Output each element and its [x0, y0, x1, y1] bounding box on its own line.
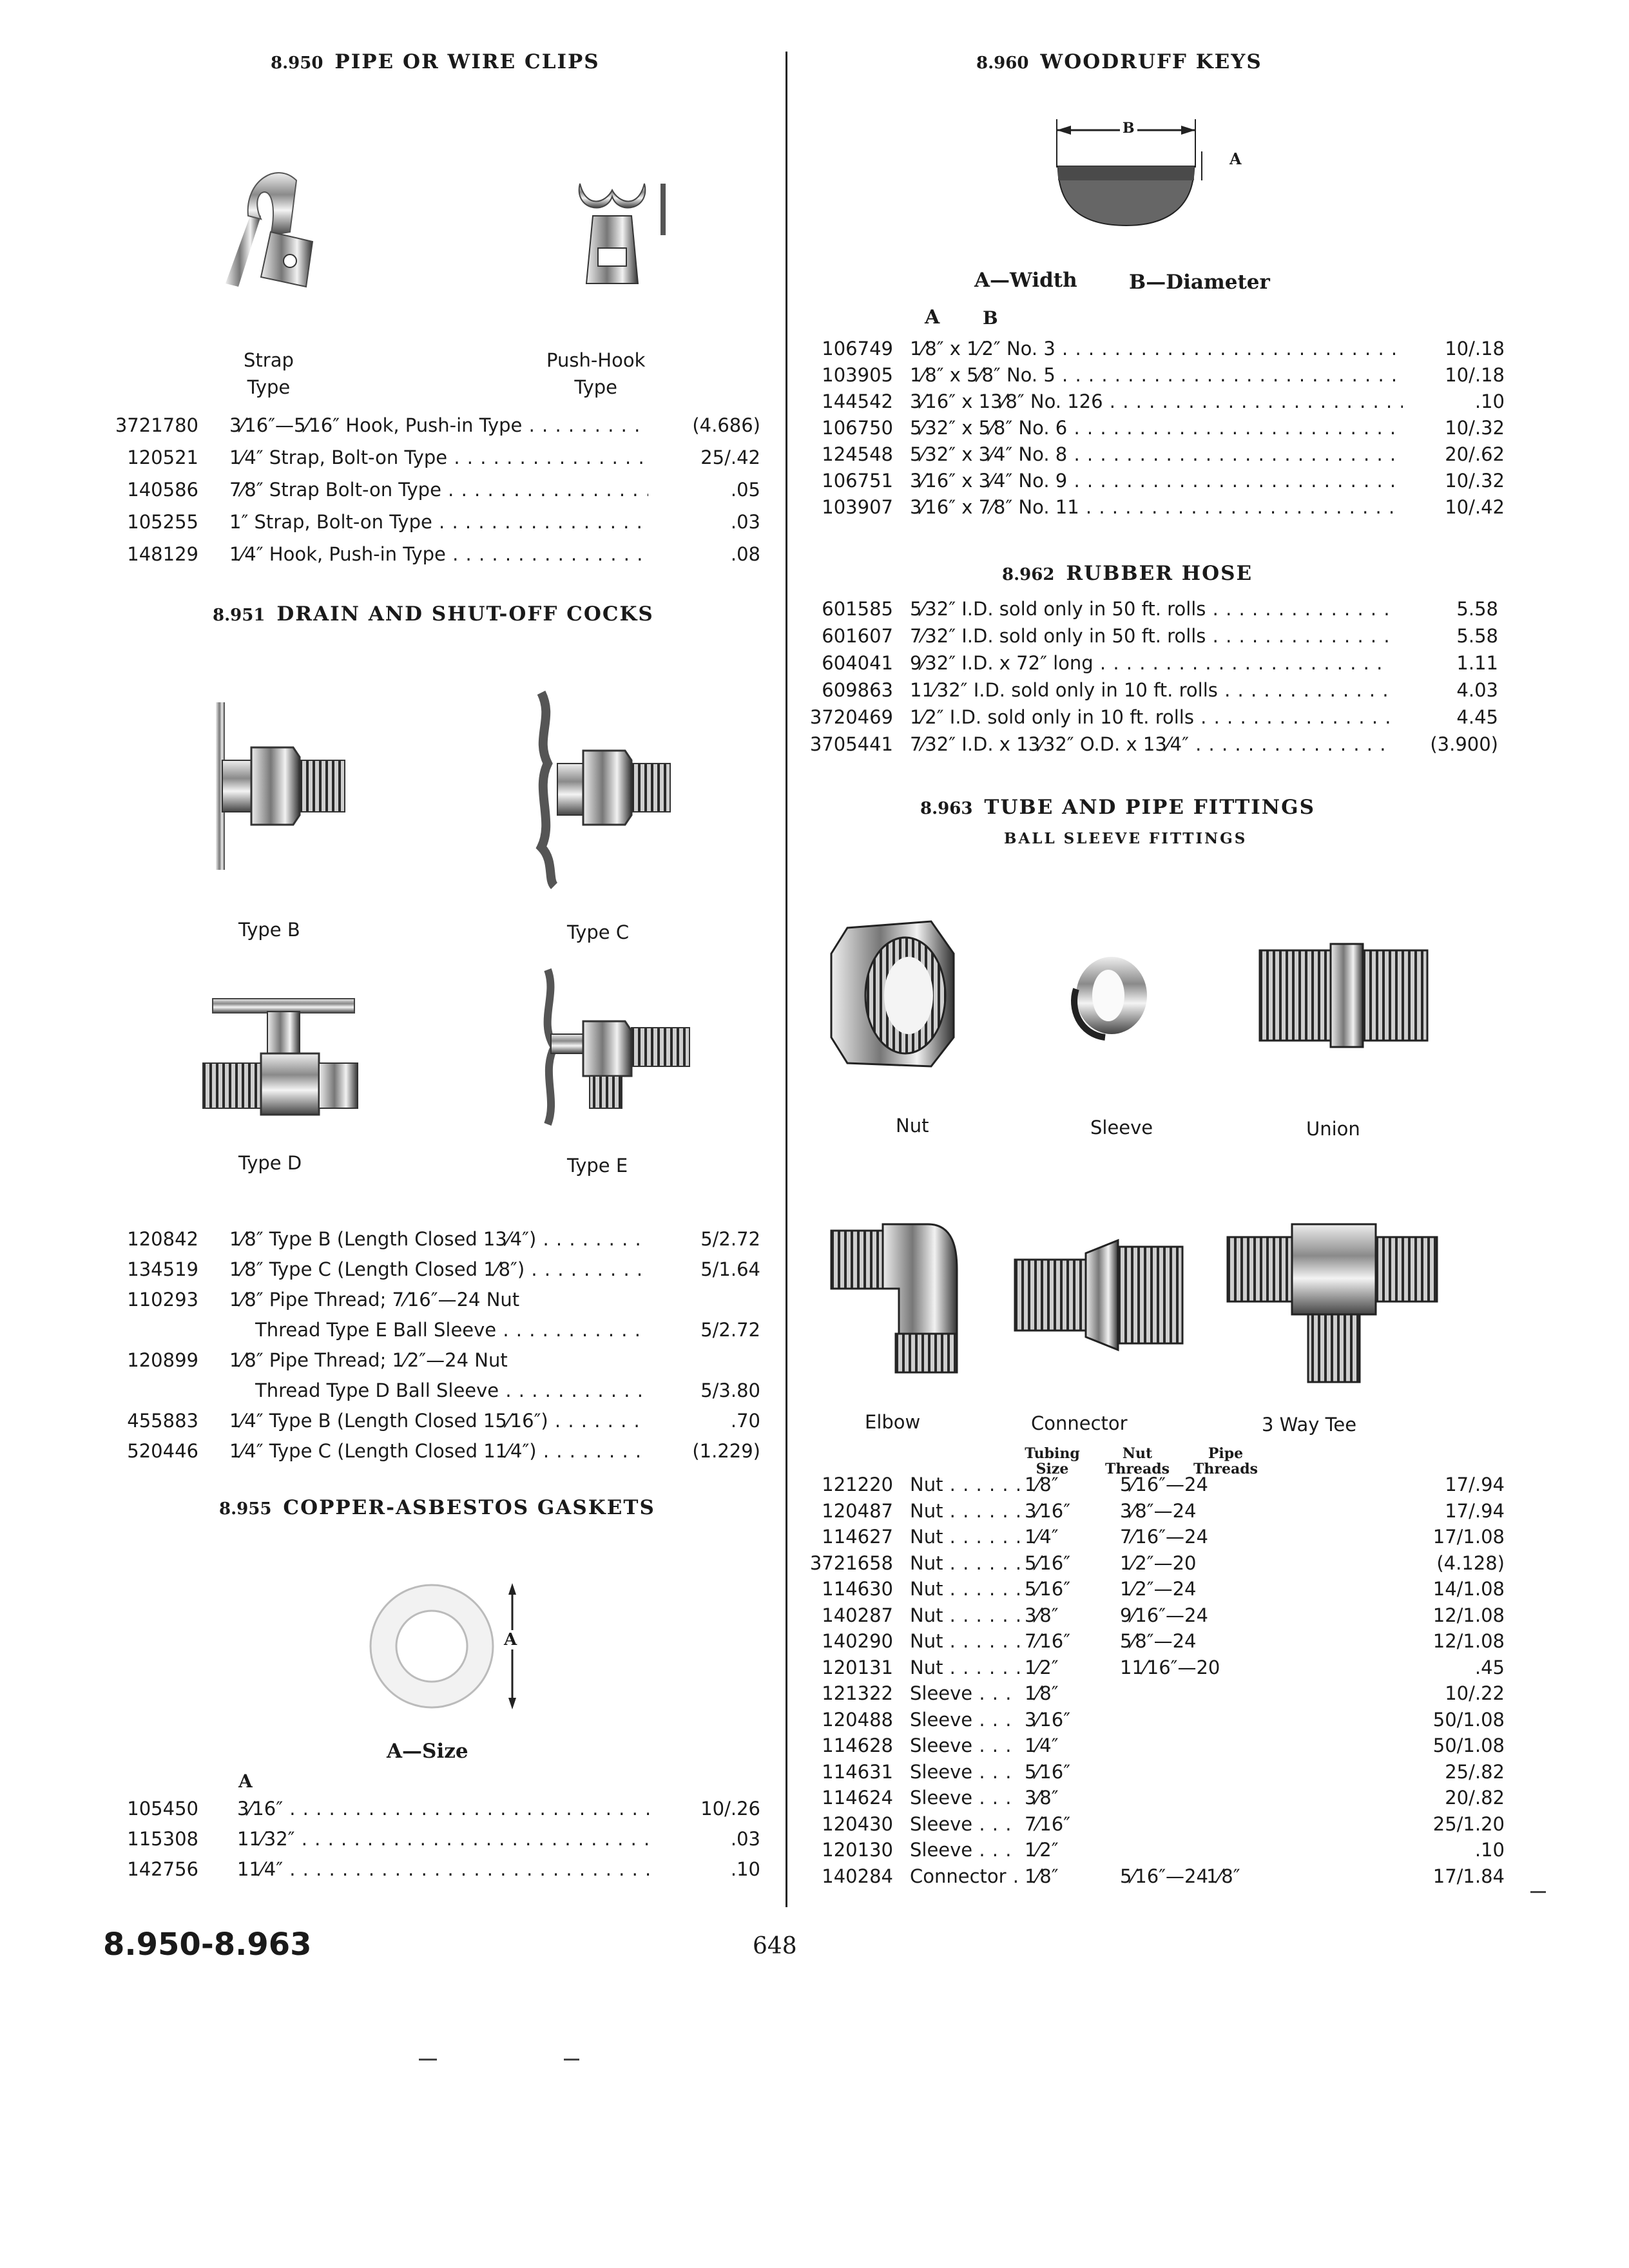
tubing-size: 1⁄4″	[1025, 1526, 1059, 1548]
section-number: 8.962	[1002, 565, 1055, 584]
item-description: 11⁄32″ . . .	[237, 1828, 650, 1850]
type-c-cock-illustration	[528, 693, 677, 886]
table-row	[103, 1828, 760, 1854]
tubing-size: 3⁄8″	[1025, 1604, 1059, 1626]
item-description: 1⁄4″ Type B (Length Closed 15⁄16″) . . .	[229, 1410, 648, 1432]
item-price: 25/.82	[1445, 1760, 1505, 1783]
table-row	[793, 1526, 1505, 1552]
item-description: 5⁄32″ x 3⁄4″ No. 8 . . .	[910, 443, 1403, 465]
item-price: 10/.32	[1445, 417, 1505, 439]
push-hook-type-label: Push-Hook Type	[546, 349, 646, 398]
item-name: Nut . . .	[910, 1552, 1019, 1574]
table-row	[103, 1440, 760, 1466]
pipe-thread: 1⁄8″	[1206, 1865, 1240, 1887]
section-heading-woodruff-keys	[976, 50, 1262, 73]
elbow-label: Elbow	[865, 1411, 921, 1433]
item-description: 7⁄8″ Strap Bolt-on Type . . .	[229, 479, 648, 501]
item-description: 1⁄8″ Type C (Length Closed 1⁄8″) . . .	[229, 1258, 648, 1280]
section-heading-drain-cocks	[213, 602, 654, 626]
item-price: 4.45	[1456, 706, 1498, 728]
part-number: 120488	[822, 1708, 893, 1731]
tubing-size: 1⁄8″	[1025, 1474, 1059, 1495]
item-description: 11⁄4″ . . .	[237, 1858, 650, 1880]
item-name: Nut . . .	[910, 1657, 1019, 1678]
item-price: (1.229)	[692, 1440, 760, 1462]
table-row	[103, 1228, 760, 1254]
column-divider	[786, 52, 787, 1907]
item-description: 1⁄8″ Pipe Thread; 1⁄2″—24 Nut	[229, 1349, 508, 1371]
woodruff-key-diagram	[1057, 116, 1244, 232]
item-description: 1⁄4″ Strap, Bolt-on Type . . .	[229, 447, 648, 468]
part-number: 140284	[822, 1865, 893, 1887]
nut-thread: 11⁄16″—20	[1120, 1656, 1220, 1678]
width-dimension-label: A	[1229, 149, 1242, 168]
tubing-size: 5⁄16″	[1025, 1552, 1071, 1574]
table-row	[793, 1682, 1505, 1708]
table-row	[793, 1787, 1505, 1812]
table-row	[793, 1812, 1505, 1839]
item-description: 1⁄2″ I.D. sold only in 10 ft. rolls . . .	[910, 706, 1390, 728]
item-description: 1⁄8″ x 5⁄8″ No. 5 . . .	[910, 364, 1403, 386]
part-number: 120430	[822, 1812, 893, 1835]
item-description: 7⁄32″ I.D. sold only in 50 ft. rolls . . .	[910, 625, 1390, 647]
part-number: 142756	[127, 1858, 198, 1880]
item-description: 3⁄16″ x 3⁄4″ No. 9 . . .	[910, 470, 1403, 492]
table-row	[805, 390, 1505, 416]
section-number: 8.951	[213, 606, 265, 625]
union-label: Union	[1306, 1118, 1360, 1140]
item-price: (4.128)	[1436, 1552, 1505, 1574]
item-price: 50/1.08	[1432, 1735, 1505, 1756]
width-caption: A—Width	[974, 269, 1077, 292]
tubing-size: 5⁄16″	[1025, 1760, 1071, 1783]
item-price: 10/.22	[1445, 1682, 1505, 1704]
part-number: 134519	[127, 1258, 198, 1280]
table-row	[103, 479, 760, 505]
part-number: 114630	[822, 1578, 893, 1600]
section-title: RUBBER HOSE	[1066, 562, 1253, 585]
item-price: 10/.18	[1445, 338, 1505, 360]
part-number: 3720469	[809, 706, 893, 728]
scan-mark	[564, 2059, 579, 2061]
nut-thread: 1⁄2″—24	[1120, 1578, 1197, 1600]
item-price: .03	[730, 511, 760, 533]
item-price: 25/.42	[700, 447, 760, 468]
nut-label: Nut	[896, 1115, 929, 1137]
type-e-label: Type E	[567, 1155, 628, 1177]
strap-type-label: Strap Type	[244, 349, 294, 398]
item-description: 7⁄32″ I.D. x 13⁄32″ O.D. x 13⁄4″ . . .	[910, 733, 1390, 755]
elbow-illustration	[831, 1218, 960, 1372]
item-description: 1⁄8″ Pipe Thread; 7⁄16″—24 Nut	[229, 1289, 520, 1311]
item-price: .10	[730, 1858, 760, 1880]
table-row-continuation	[103, 1379, 760, 1405]
tee-illustration	[1228, 1224, 1440, 1385]
table-row	[793, 1760, 1505, 1787]
table-row	[793, 1630, 1505, 1656]
table-row	[793, 706, 1498, 732]
item-price: 17/.94	[1445, 1474, 1505, 1495]
gasket-dimension-label: A	[504, 1630, 517, 1649]
part-number: 105450	[127, 1798, 198, 1820]
tubing-size: 1⁄8″	[1025, 1865, 1059, 1887]
part-number: 3721658	[809, 1552, 893, 1574]
table-row	[103, 447, 760, 472]
nut-thread: 1⁄2″—20	[1120, 1552, 1197, 1574]
item-price: 14/1.08	[1432, 1578, 1505, 1600]
section-number: 8.963	[920, 799, 973, 818]
tubing-size: 3⁄16″	[1025, 1708, 1071, 1731]
part-number: 455883	[127, 1410, 198, 1432]
item-name: Sleeve . . .	[910, 1813, 1019, 1835]
union-illustration	[1253, 944, 1434, 1047]
part-number: 140586	[127, 479, 198, 501]
table-row	[793, 733, 1498, 759]
nut-threads-column-header: Nut Threads	[1105, 1445, 1170, 1477]
item-description: 9⁄32″ I.D. x 72″ long . . .	[910, 652, 1390, 674]
item-description: 3⁄16″—5⁄16″ Hook, Push-in Type . . .	[229, 414, 648, 436]
item-price: .08	[730, 543, 760, 565]
item-description: 1⁄8″ Type B (Length Closed 13⁄4″) . . .	[229, 1228, 648, 1250]
part-number: 120842	[127, 1228, 198, 1250]
item-price: .10	[1474, 390, 1505, 412]
section-title: WOODRUFF KEYS	[1040, 50, 1262, 73]
tee-label: 3 Way Tee	[1262, 1414, 1357, 1436]
part-number: 106751	[822, 470, 893, 492]
item-price: 10/.18	[1445, 364, 1505, 386]
tubing-size: 3⁄8″	[1025, 1787, 1059, 1809]
ball-sleeve-subtitle: BALL SLEEVE FITTINGS	[1004, 830, 1248, 847]
item-name: Sleeve . . .	[910, 1839, 1019, 1861]
tubing-size: 7⁄16″	[1025, 1630, 1071, 1652]
table-row	[103, 1289, 670, 1314]
table-row	[793, 598, 1498, 624]
part-number: 103907	[822, 496, 893, 518]
table-row	[793, 1552, 1505, 1578]
section-heading-gaskets	[219, 1496, 655, 1519]
item-description: 1⁄4″ Type C (Length Closed 11⁄4″) . . .	[229, 1440, 648, 1462]
table-row	[793, 652, 1498, 678]
table-row	[805, 470, 1505, 495]
type-c-label: Type C	[567, 921, 630, 943]
part-number: 114628	[822, 1735, 893, 1756]
item-name: Nut . . .	[910, 1604, 1019, 1626]
table-row	[793, 625, 1498, 651]
table-row	[805, 417, 1505, 443]
part-number: 105255	[127, 511, 198, 533]
item-name: Sleeve . . .	[910, 1735, 1019, 1756]
table-row	[805, 496, 1505, 522]
item-price: 5/3.80	[700, 1379, 760, 1401]
part-number: 121322	[822, 1682, 893, 1704]
item-description: 3⁄16″ . . .	[237, 1798, 650, 1820]
item-description: 1″ Strap, Bolt-on Type . . .	[229, 511, 648, 533]
part-number: 120131	[822, 1656, 893, 1678]
part-number: 601585	[822, 598, 893, 620]
item-price: 17/1.84	[1432, 1865, 1505, 1887]
item-price: .70	[730, 1410, 760, 1432]
item-price: 17/1.08	[1432, 1526, 1505, 1548]
part-number: 120130	[822, 1839, 893, 1861]
table-row	[103, 1349, 670, 1375]
item-name: Sleeve . . .	[910, 1709, 1019, 1731]
part-number: 106749	[822, 338, 893, 360]
item-name: Nut . . .	[910, 1526, 1019, 1548]
item-price: (4.686)	[692, 414, 760, 436]
diameter-dimension-label: B	[1120, 120, 1137, 137]
type-d-label: Type D	[238, 1152, 302, 1174]
item-name: Connector . . .	[910, 1865, 1019, 1887]
section-heading-tube-fittings	[920, 796, 1315, 819]
table-row	[793, 1474, 1505, 1499]
part-number: 106750	[822, 417, 893, 439]
table-row	[103, 1798, 760, 1823]
item-price: 5/2.72	[700, 1319, 760, 1341]
type-b-label: Type B	[238, 919, 300, 941]
part-number: 3705441	[809, 733, 893, 755]
item-price: .03	[730, 1828, 760, 1850]
table-row	[103, 511, 760, 537]
scan-mark	[419, 2059, 437, 2061]
table-row-continuation	[103, 1319, 760, 1345]
item-price: 12/1.08	[1432, 1630, 1505, 1652]
nut-illustration	[828, 915, 957, 1070]
part-number: 114627	[822, 1526, 893, 1548]
item-description: 11⁄32″ I.D. sold only in 10 ft. rolls . . .	[910, 679, 1390, 701]
item-name: Sleeve . . .	[910, 1787, 1019, 1809]
gasket-column-a: A	[238, 1771, 253, 1792]
part-number: 114631	[822, 1760, 893, 1783]
item-price: 20/.62	[1445, 443, 1505, 465]
item-price: 5/2.72	[700, 1228, 760, 1250]
section-number: 8.950	[271, 53, 323, 73]
nut-thread: 5⁄16″—24	[1120, 1865, 1208, 1887]
push-hook-clip-illustration	[567, 171, 670, 287]
table-row	[793, 1708, 1505, 1735]
sleeve-illustration	[1066, 950, 1150, 1041]
part-number: 121220	[822, 1474, 893, 1495]
footer-section-range: 8.950-8.963	[103, 1927, 312, 1963]
item-price: .45	[1474, 1656, 1505, 1678]
table-row	[793, 1839, 1505, 1865]
part-number: 604041	[822, 652, 893, 674]
type-e-cock-illustration	[528, 970, 696, 1124]
nut-thread: 7⁄16″—24	[1120, 1526, 1208, 1548]
table-row	[103, 1410, 760, 1436]
item-description: 5⁄32″ x 5⁄8″ No. 6 . . .	[910, 417, 1403, 439]
item-description-continued: Thread Type D Ball Sleeve . . .	[255, 1379, 648, 1401]
keys-column-a: A	[925, 306, 940, 329]
part-number: 148129	[127, 543, 198, 565]
item-price: 10/.32	[1445, 470, 1505, 492]
item-description-continued: Thread Type E Ball Sleeve . . .	[255, 1319, 648, 1341]
table-row	[103, 1258, 760, 1284]
item-price: 5.58	[1456, 598, 1498, 620]
part-number: 110293	[127, 1289, 198, 1311]
item-name: Nut . . .	[910, 1578, 1019, 1600]
item-price: 50/1.08	[1432, 1708, 1505, 1731]
table-row	[103, 414, 760, 440]
nut-thread: 3⁄8″—24	[1120, 1499, 1197, 1522]
part-number: 103905	[822, 364, 893, 386]
table-row	[103, 543, 760, 569]
item-description: 3⁄16″ x 13⁄8″ No. 126 . . .	[910, 390, 1403, 412]
item-description: 5⁄32″ I.D. sold only in 50 ft. rolls . . .	[910, 598, 1390, 620]
item-name: Nut . . .	[910, 1500, 1019, 1522]
connector-label: Connector	[1031, 1412, 1128, 1434]
table-row	[805, 338, 1505, 363]
connector-illustration	[1008, 1240, 1189, 1350]
part-number: 609863	[822, 679, 893, 701]
item-description: 1⁄4″ Hook, Push-in Type . . .	[229, 543, 648, 565]
part-number: 3721780	[115, 414, 198, 436]
nut-thread: 5⁄16″—24	[1120, 1474, 1208, 1495]
part-number: 140287	[822, 1604, 893, 1626]
tubing-size: 5⁄16″	[1025, 1578, 1071, 1600]
strap-clip-illustration	[200, 155, 322, 290]
item-description: 1⁄8″ x 1⁄2″ No. 3 . . .	[910, 338, 1403, 360]
diameter-caption: B—Diameter	[1129, 271, 1270, 294]
keys-column-b: B	[983, 307, 998, 329]
scan-mark	[1530, 1891, 1546, 1893]
item-name: Sleeve . . .	[910, 1682, 1019, 1704]
tubing-size: 1⁄2″	[1025, 1839, 1059, 1861]
item-price: 5/1.64	[700, 1258, 760, 1280]
item-price: 12/1.08	[1432, 1604, 1505, 1626]
section-title: COPPER-ASBESTOS GASKETS	[283, 1496, 655, 1519]
part-number: 114624	[822, 1787, 893, 1809]
item-price: .05	[730, 479, 760, 501]
item-price: 4.03	[1456, 679, 1498, 701]
section-heading-pipe-clips	[271, 50, 600, 73]
item-name: Sleeve . . .	[910, 1761, 1019, 1783]
tubing-size: 1⁄2″	[1025, 1656, 1059, 1678]
type-b-cock-illustration	[203, 702, 351, 870]
nut-thread: 9⁄16″—24	[1120, 1604, 1208, 1626]
tubing-size: 1⁄4″	[1025, 1735, 1059, 1756]
part-number: 120487	[822, 1499, 893, 1522]
part-number: 520446	[127, 1440, 198, 1462]
part-number: 124548	[822, 443, 893, 465]
item-price: 10/.26	[700, 1798, 760, 1820]
table-row	[793, 1656, 1505, 1682]
table-row	[793, 1578, 1505, 1604]
item-price: 1.11	[1456, 652, 1498, 674]
part-number: 115308	[127, 1828, 198, 1850]
item-price: .10	[1474, 1839, 1505, 1861]
section-heading-rubber-hose	[1002, 562, 1253, 585]
item-name: Nut . . .	[910, 1474, 1019, 1495]
table-row	[793, 1604, 1505, 1630]
item-price: 10/.42	[1445, 496, 1505, 518]
part-number: 120899	[127, 1349, 198, 1371]
table-row	[793, 1499, 1505, 1526]
sleeve-label: Sleeve	[1090, 1117, 1153, 1139]
table-row	[103, 1858, 760, 1884]
table-row	[793, 1735, 1505, 1760]
tubing-size: 7⁄16″	[1025, 1812, 1071, 1835]
item-price: (3.900)	[1430, 733, 1498, 755]
page-number: 648	[753, 1933, 797, 1959]
item-description: 3⁄16″ x 7⁄8″ No. 11 . . .	[910, 496, 1403, 518]
item-price: 17/.94	[1445, 1499, 1505, 1522]
tubing-size: 1⁄8″	[1025, 1682, 1059, 1704]
part-number: 120521	[127, 447, 198, 468]
tubing-size: 3⁄16″	[1025, 1499, 1071, 1522]
part-number: 140290	[822, 1630, 893, 1652]
section-title: PIPE OR WIRE CLIPS	[334, 50, 600, 73]
gasket-size-caption: A—Size	[387, 1740, 468, 1763]
item-price: 5.58	[1456, 625, 1498, 647]
type-d-cock-illustration	[203, 979, 364, 1121]
tubing-size-column-header: Tubing Size	[1025, 1445, 1080, 1477]
part-number: 601607	[822, 625, 893, 647]
nut-thread: 5⁄8″—24	[1120, 1630, 1197, 1652]
section-title: DRAIN AND SHUT-OFF COCKS	[276, 602, 654, 626]
part-number: 144542	[822, 390, 893, 412]
table-row	[793, 679, 1498, 705]
table-row	[805, 443, 1505, 469]
item-price: 25/1.20	[1432, 1812, 1505, 1835]
table-row	[805, 364, 1505, 390]
pipe-threads-column-header: Pipe Threads	[1193, 1445, 1258, 1477]
section-title: TUBE AND PIPE FITTINGS	[984, 796, 1315, 819]
item-price: 20/.82	[1445, 1787, 1505, 1809]
table-row	[793, 1865, 1505, 1891]
section-number: 8.955	[219, 1499, 272, 1519]
section-number: 8.960	[976, 53, 1029, 73]
item-name: Nut . . .	[910, 1630, 1019, 1652]
